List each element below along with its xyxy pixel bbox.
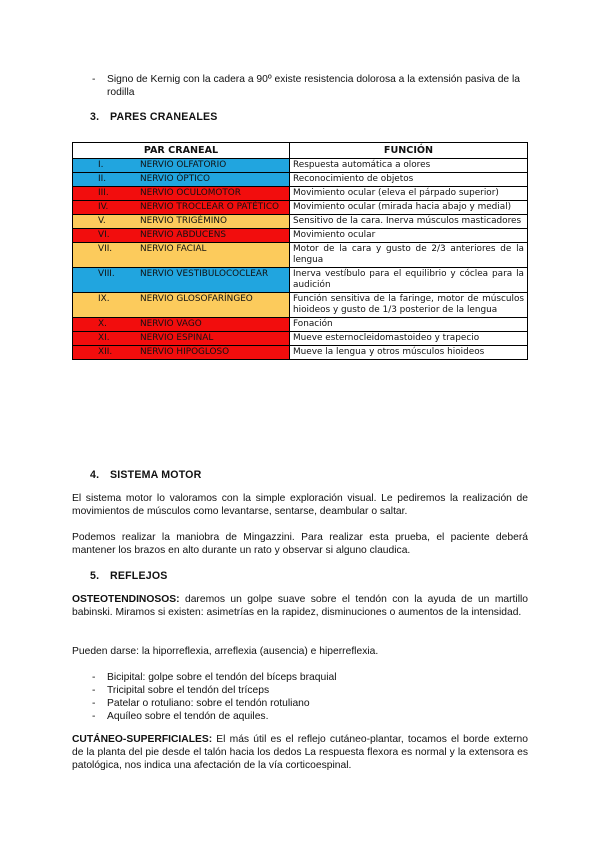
nerve-name: NERVIO HIPOGLOSO <box>140 347 230 357</box>
cranial-nerve-cell <box>73 268 290 293</box>
cutaneo-paragraph <box>72 733 528 772</box>
section-number: 3. <box>90 111 100 123</box>
kernig-bullet <box>92 73 532 99</box>
section-heading-sistema-motor <box>90 469 201 481</box>
cranial-nerve-cell <box>73 215 290 229</box>
table-row <box>73 229 528 243</box>
table-row <box>73 187 528 201</box>
nerve-function: Mueve la lengua y otros músculos hioideos <box>290 346 528 360</box>
bullet-dash: - <box>92 74 96 85</box>
nerve-function: Movimiento ocular (eleva el párpado superior) <box>290 187 528 201</box>
cranial-nerve-cell <box>73 159 290 173</box>
reflex-list-item <box>92 697 532 710</box>
bullet-dash: - <box>92 698 96 709</box>
table-row <box>73 268 528 293</box>
nerve-function: Movimiento ocular (mirada hacia abajo y medial) <box>290 201 528 215</box>
cranial-nerve-cell <box>73 293 290 318</box>
nerve-numeral: VIII. <box>98 269 115 279</box>
cranial-nerve-cell <box>73 346 290 360</box>
reflex-item-text: Aquíleo sobre el tendón de aquiles. <box>107 711 269 722</box>
motor-paragraph-1: El sistema motor lo valoramos con la simple exploración visual. Le pediremos la realización de movimientos de músculos como levantarse, sentarse, deambular o saltar. <box>72 493 528 517</box>
cranial-nerve-cell <box>73 318 290 332</box>
nerve-numeral: VI. <box>98 230 110 240</box>
section-heading-pares-craneales <box>90 111 218 123</box>
nerve-numeral: III. <box>98 188 109 198</box>
section-title: SISTEMA MOTOR <box>110 469 202 481</box>
nerve-function: Fonación <box>290 318 528 332</box>
nerve-name: NERVIO GLOSOFARÍNGEO <box>140 294 253 304</box>
section-title: REFLEJOS <box>110 570 168 582</box>
table-row <box>73 173 528 187</box>
osteotendinosos-paragraph <box>72 593 528 619</box>
nerve-numeral: I. <box>98 160 104 170</box>
nerve-name: NERVIO TRIGÉMINO <box>140 216 228 226</box>
nerve-function: Movimiento ocular <box>290 229 528 243</box>
nerve-function: Respuesta automática a olores <box>290 159 528 173</box>
nerve-function: Inerva vestíbulo para el equilibrio y cóclea para la audición <box>290 268 528 293</box>
section-number: 5. <box>90 570 100 582</box>
table-row <box>73 201 528 215</box>
nerve-name: NERVIO OLFATORIO <box>140 160 227 170</box>
reflex-list-item <box>92 684 532 697</box>
nerve-numeral: IV. <box>98 202 109 212</box>
osteotendinosos-label: OSTEOTENDINOSOS: <box>72 594 180 605</box>
section-title: PARES CRANEALES <box>110 111 218 123</box>
kernig-text: Signo de Kernig con la cadera a 90º existe resistencia dolorosa a la extensión pasiva de la rodilla <box>107 74 521 98</box>
bullet-dash: - <box>92 711 96 722</box>
nerve-name: NERVIO VESTIBULOCOCLEAR <box>140 269 269 279</box>
pueden-darse-paragraph: Pueden darse: la hiporreflexia, arreflexia (ausencia) e hiperreflexia. <box>72 646 379 657</box>
cranial-nerve-cell <box>73 243 290 268</box>
nerve-numeral: IX. <box>98 294 110 304</box>
nerve-numeral: V. <box>98 216 106 226</box>
table-row <box>73 243 528 268</box>
osteotendinosos-text: daremos un golpe suave sobre el tendón con la ayuda de un martillo babinski. Miramos si existen: asimetrías en la rapidez, disminuciones o aumentos de la intensidad. <box>72 594 528 618</box>
cranial-nerve-cell <box>73 201 290 215</box>
bullet-dash: - <box>92 672 96 683</box>
cranial-nerve-cell <box>73 332 290 346</box>
nerve-name: NERVIO OCULOMOTOR <box>140 188 241 198</box>
nerve-name: NERVIO ABDUCENS <box>140 230 226 240</box>
nerve-function: Reconocimiento de objetos <box>290 173 528 187</box>
nerve-function: Mueve esternocleidomastoideo y trapecio <box>290 332 528 346</box>
table-row <box>73 346 528 360</box>
nerve-name: NERVIO TROCLEAR O PATÉTICO <box>140 202 280 212</box>
table-row <box>73 215 528 229</box>
cranial-nerve-cell <box>73 187 290 201</box>
table-row <box>73 318 528 332</box>
reflex-item-text: Tricipital sobre el tendón del tríceps <box>107 685 270 696</box>
nerve-name: NERVIO VAGO <box>140 319 202 329</box>
cutaneo-text: El más útil es el reflejo cutáneo-plantar, tocamos el borde externo de la planta del pie desde el talón hacia los dedos La respuesta flexora es normal y la extensora es patológica, nos indica una afectación de la vía corticoespinal. <box>72 734 528 771</box>
reflex-item-text: Bicipital: golpe sobre el tendón del bíceps braquial <box>107 672 337 683</box>
cutaneo-label: CUTÁNEO-SUPERFICIALES: <box>72 734 213 745</box>
section-heading-reflejos <box>90 570 168 582</box>
nerve-name: NERVIO ÓPTICO <box>140 174 210 184</box>
cranial-nerve-cell <box>73 229 290 243</box>
nerve-numeral: VII. <box>98 244 113 254</box>
nerve-name: NERVIO FACIAL <box>140 244 207 254</box>
header-funcion: FUNCIÓN <box>290 143 528 159</box>
nerve-function: Función sensitiva de la faringe, motor de músculos hioideos y gusto de 1/3 posterior de la lengua <box>290 293 528 318</box>
table-row <box>73 293 528 318</box>
nerve-name: NERVIO ESPINAL <box>140 333 214 343</box>
nerve-function: Motor de la cara y gusto de 2/3 anteriores de la lengua <box>290 243 528 268</box>
nerve-function: Sensitivo de la cara. Inerva músculos masticadores <box>290 215 528 229</box>
reflex-list-item <box>92 710 532 723</box>
table-row <box>73 159 528 173</box>
nerve-numeral: XII. <box>98 347 113 357</box>
table-row <box>73 332 528 346</box>
header-par-craneal: PAR CRANEAL <box>73 143 290 159</box>
bullet-dash: - <box>92 685 96 696</box>
table-header-row <box>73 143 528 159</box>
nerve-numeral: II. <box>98 174 107 184</box>
reflex-list-item <box>92 671 532 684</box>
motor-paragraph-2: Podemos realizar la maniobra de Mingazzini. Para realizar esta prueba, el paciente deberá mantener los brazos en alto durante un rato y observar si alguno claudica. <box>72 532 528 556</box>
nerve-numeral: X. <box>98 319 107 329</box>
reflex-item-text: Patelar o rotuliano: sobre el tendón rotuliano <box>107 698 310 709</box>
nerve-numeral: XI. <box>98 333 110 343</box>
cranial-nerves-table <box>72 142 528 360</box>
cranial-nerve-cell <box>73 173 290 187</box>
section-number: 4. <box>90 469 100 481</box>
